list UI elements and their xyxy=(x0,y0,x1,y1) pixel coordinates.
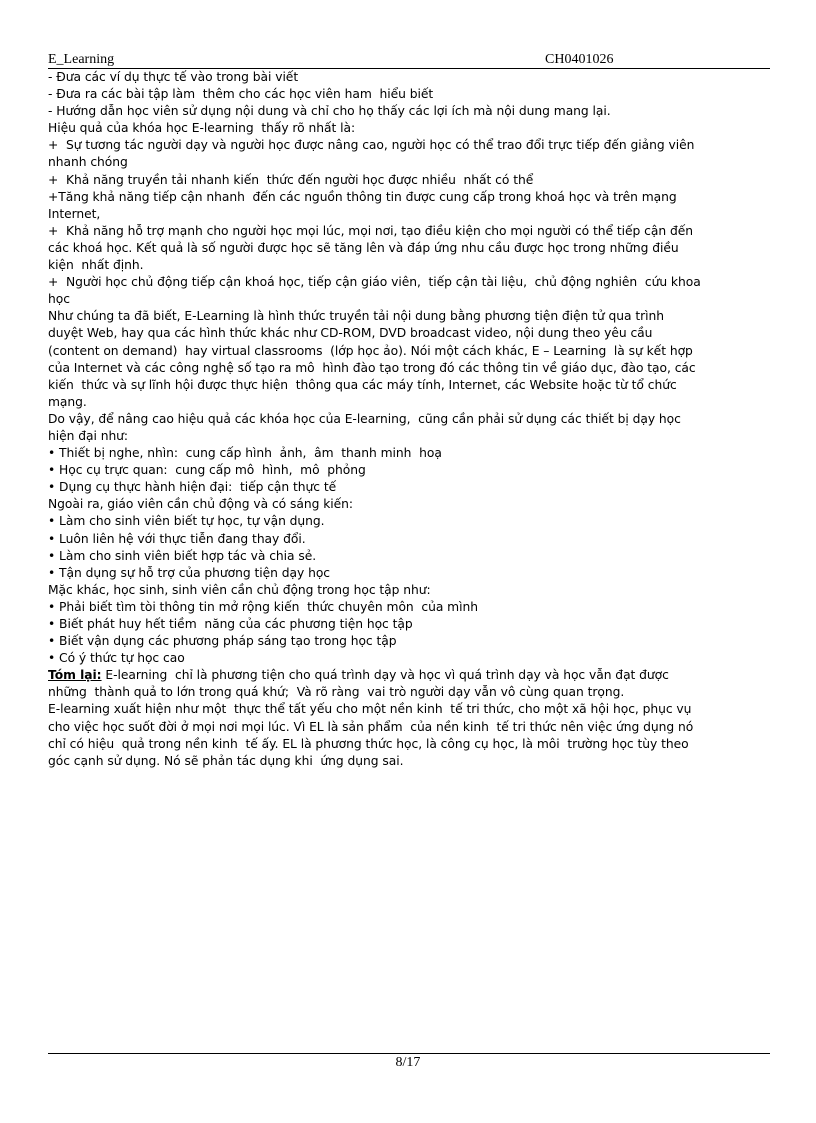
text-line: • Làm cho sinh viên biết tự học, tự vận dụng. xyxy=(48,514,325,529)
closing-line: chỉ có hiệu quả trong nền kinh tế ấy. EL là phương thức học, là công cụ học, là môi trường học tùy theo xyxy=(48,736,689,751)
text-line: kiến thức và sự lĩnh hội được thực hiện thông qua các máy tính, Internet, các Website hoặc từ tổ chức xyxy=(48,377,677,392)
body-lines xyxy=(48,69,770,667)
text-line: • Làm cho sinh viên biết hợp tác và chia sẻ. xyxy=(48,548,317,563)
text-line: • Tận dụng sự hỗ trợ của phương tiện dạy học xyxy=(48,565,330,580)
text-line: Như chúng ta đã biết, E-Learning là hình thức truyền tải nội dung bằng phương tiện điện tử qua trình xyxy=(48,309,665,324)
text-line: • Thiết bị nghe, nhìn: cung cấp hình ảnh, âm thanh minh hoạ xyxy=(48,446,442,461)
summary-line-2: những thành quả to lớn trong quá khứ; Và rõ ràng vai trò người dạy vẫn vô cùng quan trọng. xyxy=(48,685,625,700)
text-line: • Biết phát huy hết tiềm năng của các phương tiện học tập xyxy=(48,617,413,631)
text-line: hiện đại như: xyxy=(48,428,129,443)
text-line: + Khả năng truyền tải nhanh kiến thức đến người học được nhiều nhất có thể xyxy=(48,172,534,187)
text-line: • Học cụ trực quan: cung cấp mô hình, mô phỏng xyxy=(48,463,366,478)
text-line: các khoá học. Kết quả là số người được học sẽ tăng lên và đáp ứng nhu cầu được học trong những điều xyxy=(48,240,679,255)
text-line: +Tăng khả năng tiếp cận nhanh đến các nguồn thông tin được cung cấp trong khoá học và trên mạng xyxy=(48,189,677,204)
text-line: kiện nhất định. xyxy=(48,258,144,273)
text-line: nhanh chóng xyxy=(48,155,128,170)
text-line: - Hướng dẫn học viên sử dụng nội dung và chỉ cho họ thấy các lợi ích mà nội dung mang lại. xyxy=(48,104,611,119)
summary-text-1: E-learning chỉ là phương tiện cho quá trình dạy và học vì quá trình dạy và học vẫn đạt được xyxy=(101,668,669,683)
page-header xyxy=(48,52,770,69)
text-line: • Luôn liên hệ với thực tiễn đang thay đổi. xyxy=(48,531,306,546)
document-body xyxy=(48,69,770,770)
header-title: E_Learning xyxy=(48,52,115,67)
text-line: • Phải biết tìm tòi thông tin mở rộng kiến thức chuyên môn của mình xyxy=(48,599,478,614)
text-line: + Người học chủ động tiếp cận khoá học, tiếp cận giáo viên, tiếp cận tài liệu, chủ động nghiên cứu khoa xyxy=(48,275,701,290)
text-line: mạng. xyxy=(48,394,87,409)
text-line: • Biết vận dụng các phương pháp sáng tạo trong học tập xyxy=(48,634,397,649)
header-code: CH0401026 xyxy=(545,52,614,67)
text-line: + Khả năng hỗ trợ mạnh cho người học mọi lúc, mọi nơi, tạo điều kiện cho mọi người có thể tiếp cận đến xyxy=(48,223,693,238)
closing-line: cho việc học suốt đời ở mọi nơi mọi lúc. Vì EL là sản phẩm của nền kinh tế tri thức nên việc ứng dụng nó xyxy=(48,719,694,734)
page-number: 8/17 xyxy=(395,1055,421,1070)
text-line: Internet, xyxy=(48,206,101,221)
text-line: Hiệu quả của khóa học E-learning thấy rõ nhất là: xyxy=(48,121,356,136)
text-line: • Có ý thức tự học cao xyxy=(48,651,185,666)
closing-paragraph xyxy=(48,701,770,769)
summary-line-1 xyxy=(48,667,770,684)
text-line: - Đưa ra các bài tập làm thêm cho các học viên ham hiểu biết xyxy=(48,87,434,102)
footer-rule xyxy=(48,1053,770,1054)
text-line: Mặc khác, học sinh, sinh viên cần chủ động trong học tập như: xyxy=(48,582,431,597)
summary-label: Tóm lại: xyxy=(48,668,102,683)
text-line: Ngoài ra, giáo viên cần chủ động và có sáng kiến: xyxy=(48,497,353,512)
text-line: duyệt Web, hay qua các hình thức khác như CD-ROM, DVD broadcast video, nội dung theo yêu cầu xyxy=(48,326,653,341)
text-line: của Internet và các công nghệ số tạo ra mô hình đào tạo trong đó các thông tin về giáo dục, đào tạo, các xyxy=(48,360,696,375)
closing-line: góc cạnh sử dụng. Nó sẽ phản tác dụng khi ứng dụng sai. xyxy=(48,753,404,768)
text-line: học xyxy=(48,292,70,307)
text-line: Do vậy, để nâng cao hiệu quả các khóa học của E-learning, cũng cần phải sử dụng các thiết bị dạy học xyxy=(48,411,681,426)
text-line: • Dụng cụ thực hành hiện đại: tiếp cận thực tế xyxy=(48,480,337,495)
closing-line: E-learning xuất hiện như một thực thể tất yếu cho một nền kinh tế tri thức, cho một xã hội học, phục vụ xyxy=(48,702,692,717)
text-line: + Sự tương tác người dạy và người học được nâng cao, người học có thể trao đổi trực tiếp đến giảng viên xyxy=(48,138,695,153)
text-line: - Đưa các ví dụ thực tế vào trong bài viết xyxy=(48,70,299,84)
text-line: (content on demand) hay virtual classrooms (lớp học ảo). Nói một cách khác, E – Learning là sự kết hợp xyxy=(48,343,693,358)
